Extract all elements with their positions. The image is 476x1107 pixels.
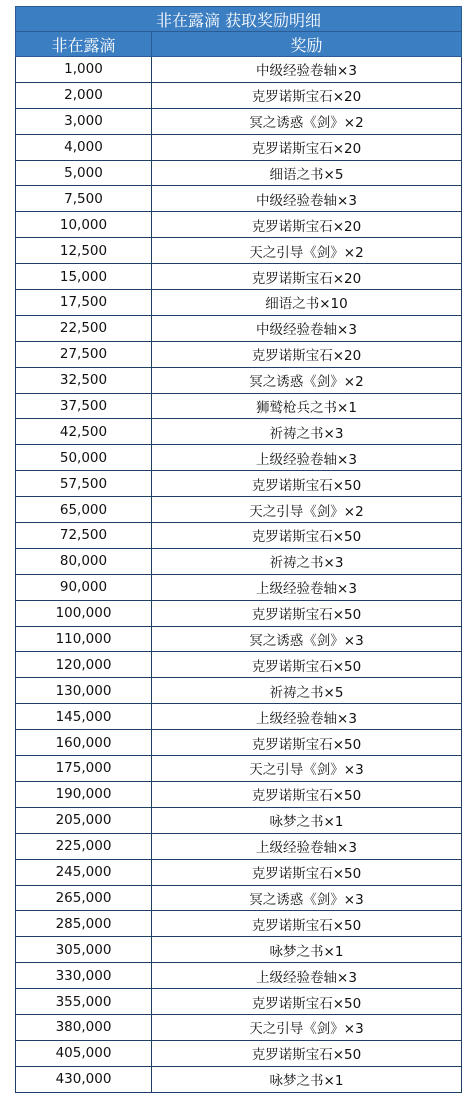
reward-cell: 中级经验卷轴×3 bbox=[152, 186, 462, 212]
reward-cell: 克罗诺斯宝石×20 bbox=[152, 264, 462, 290]
points-cell: 405,000 bbox=[16, 1040, 152, 1066]
table-row bbox=[16, 652, 462, 678]
table-row bbox=[16, 341, 462, 367]
reward-table bbox=[15, 6, 462, 1093]
table-row bbox=[16, 678, 462, 704]
reward-cell: 克罗诺斯宝石×20 bbox=[152, 82, 462, 108]
column-header-reward: 奖励 bbox=[152, 32, 462, 57]
table-row bbox=[16, 963, 462, 989]
points-cell: 27,500 bbox=[16, 341, 152, 367]
reward-cell: 天之引导《剑》×3 bbox=[152, 756, 462, 782]
reward-cell: 上级经验卷轴×3 bbox=[152, 704, 462, 730]
table-title-row bbox=[16, 7, 462, 32]
points-cell: 1,000 bbox=[16, 57, 152, 83]
reward-cell: 咏梦之书×1 bbox=[152, 807, 462, 833]
table-row bbox=[16, 497, 462, 523]
points-cell: 145,000 bbox=[16, 704, 152, 730]
points-cell: 160,000 bbox=[16, 730, 152, 756]
table-row bbox=[16, 730, 462, 756]
points-cell: 130,000 bbox=[16, 678, 152, 704]
table-row bbox=[16, 574, 462, 600]
points-cell: 175,000 bbox=[16, 756, 152, 782]
reward-cell: 冥之诱惑《剑》×3 bbox=[152, 885, 462, 911]
points-cell: 12,500 bbox=[16, 238, 152, 264]
table-row bbox=[16, 937, 462, 963]
reward-cell: 狮鹫枪兵之书×1 bbox=[152, 393, 462, 419]
points-cell: 17,500 bbox=[16, 290, 152, 316]
table-row bbox=[16, 108, 462, 134]
points-cell: 22,500 bbox=[16, 315, 152, 341]
column-header-points: 非在露滴 bbox=[16, 32, 152, 57]
points-cell: 205,000 bbox=[16, 807, 152, 833]
points-cell: 5,000 bbox=[16, 160, 152, 186]
points-cell: 285,000 bbox=[16, 911, 152, 937]
table-row bbox=[16, 548, 462, 574]
table-row bbox=[16, 134, 462, 160]
table-row bbox=[16, 911, 462, 937]
points-cell: 72,500 bbox=[16, 523, 152, 549]
reward-table-container bbox=[15, 6, 461, 1093]
reward-cell: 咏梦之书×1 bbox=[152, 937, 462, 963]
table-row bbox=[16, 419, 462, 445]
points-cell: 355,000 bbox=[16, 989, 152, 1015]
table-body bbox=[16, 57, 462, 1093]
points-cell: 100,000 bbox=[16, 600, 152, 626]
points-cell: 10,000 bbox=[16, 212, 152, 238]
points-cell: 32,500 bbox=[16, 367, 152, 393]
table-row bbox=[16, 160, 462, 186]
reward-cell: 克罗诺斯宝石×50 bbox=[152, 600, 462, 626]
table-row bbox=[16, 315, 462, 341]
reward-cell: 上级经验卷轴×3 bbox=[152, 574, 462, 600]
table-row bbox=[16, 781, 462, 807]
table-row bbox=[16, 290, 462, 316]
points-cell: 65,000 bbox=[16, 497, 152, 523]
table-row bbox=[16, 238, 462, 264]
reward-cell: 细语之书×5 bbox=[152, 160, 462, 186]
reward-cell: 克罗诺斯宝石×50 bbox=[152, 911, 462, 937]
reward-cell: 克罗诺斯宝石×50 bbox=[152, 523, 462, 549]
points-cell: 7,500 bbox=[16, 186, 152, 212]
points-cell: 57,500 bbox=[16, 471, 152, 497]
reward-cell: 上级经验卷轴×3 bbox=[152, 963, 462, 989]
table-row bbox=[16, 445, 462, 471]
table-row bbox=[16, 989, 462, 1015]
reward-cell: 中级经验卷轴×3 bbox=[152, 57, 462, 83]
table-row bbox=[16, 600, 462, 626]
reward-cell: 克罗诺斯宝石×20 bbox=[152, 341, 462, 367]
reward-cell: 天之引导《剑》×3 bbox=[152, 1014, 462, 1040]
points-cell: 90,000 bbox=[16, 574, 152, 600]
points-cell: 330,000 bbox=[16, 963, 152, 989]
table-row bbox=[16, 471, 462, 497]
reward-cell: 克罗诺斯宝石×50 bbox=[152, 989, 462, 1015]
table-row bbox=[16, 756, 462, 782]
reward-cell: 冥之诱惑《剑》×2 bbox=[152, 367, 462, 393]
table-row bbox=[16, 367, 462, 393]
table-row bbox=[16, 626, 462, 652]
reward-cell: 克罗诺斯宝石×20 bbox=[152, 134, 462, 160]
reward-cell: 天之引导《剑》×2 bbox=[152, 238, 462, 264]
points-cell: 245,000 bbox=[16, 859, 152, 885]
reward-cell: 冥之诱惑《剑》×3 bbox=[152, 626, 462, 652]
points-cell: 110,000 bbox=[16, 626, 152, 652]
reward-cell: 克罗诺斯宝石×50 bbox=[152, 471, 462, 497]
points-cell: 430,000 bbox=[16, 1066, 152, 1092]
table-row bbox=[16, 523, 462, 549]
reward-cell: 祈祷之书×3 bbox=[152, 548, 462, 574]
points-cell: 37,500 bbox=[16, 393, 152, 419]
table-row bbox=[16, 393, 462, 419]
table-row bbox=[16, 704, 462, 730]
points-cell: 305,000 bbox=[16, 937, 152, 963]
table-header-row bbox=[16, 32, 462, 57]
reward-cell: 克罗诺斯宝石×50 bbox=[152, 1040, 462, 1066]
points-cell: 42,500 bbox=[16, 419, 152, 445]
points-cell: 225,000 bbox=[16, 833, 152, 859]
reward-cell: 上级经验卷轴×3 bbox=[152, 833, 462, 859]
table-title: 非在露滴 获取奖励明细 bbox=[16, 7, 462, 32]
reward-cell: 细语之书×10 bbox=[152, 290, 462, 316]
table-row bbox=[16, 82, 462, 108]
table-row bbox=[16, 1014, 462, 1040]
reward-cell: 中级经验卷轴×3 bbox=[152, 315, 462, 341]
table-row bbox=[16, 212, 462, 238]
table-row bbox=[16, 57, 462, 83]
points-cell: 190,000 bbox=[16, 781, 152, 807]
table-row bbox=[16, 186, 462, 212]
points-cell: 4,000 bbox=[16, 134, 152, 160]
table-row bbox=[16, 1066, 462, 1092]
reward-cell: 祈祷之书×3 bbox=[152, 419, 462, 445]
table-row bbox=[16, 859, 462, 885]
table-row bbox=[16, 833, 462, 859]
points-cell: 80,000 bbox=[16, 548, 152, 574]
reward-cell: 克罗诺斯宝石×50 bbox=[152, 652, 462, 678]
points-cell: 265,000 bbox=[16, 885, 152, 911]
points-cell: 50,000 bbox=[16, 445, 152, 471]
table-row bbox=[16, 807, 462, 833]
reward-cell: 天之引导《剑》×2 bbox=[152, 497, 462, 523]
table-row bbox=[16, 264, 462, 290]
points-cell: 3,000 bbox=[16, 108, 152, 134]
points-cell: 120,000 bbox=[16, 652, 152, 678]
table-row bbox=[16, 1040, 462, 1066]
reward-cell: 咏梦之书×1 bbox=[152, 1066, 462, 1092]
reward-cell: 克罗诺斯宝石×50 bbox=[152, 781, 462, 807]
reward-cell: 克罗诺斯宝石×50 bbox=[152, 730, 462, 756]
reward-cell: 克罗诺斯宝石×50 bbox=[152, 859, 462, 885]
reward-cell: 上级经验卷轴×3 bbox=[152, 445, 462, 471]
table-row bbox=[16, 885, 462, 911]
reward-cell: 冥之诱惑《剑》×2 bbox=[152, 108, 462, 134]
points-cell: 15,000 bbox=[16, 264, 152, 290]
points-cell: 2,000 bbox=[16, 82, 152, 108]
points-cell: 380,000 bbox=[16, 1014, 152, 1040]
reward-cell: 克罗诺斯宝石×20 bbox=[152, 212, 462, 238]
reward-cell: 祈祷之书×5 bbox=[152, 678, 462, 704]
